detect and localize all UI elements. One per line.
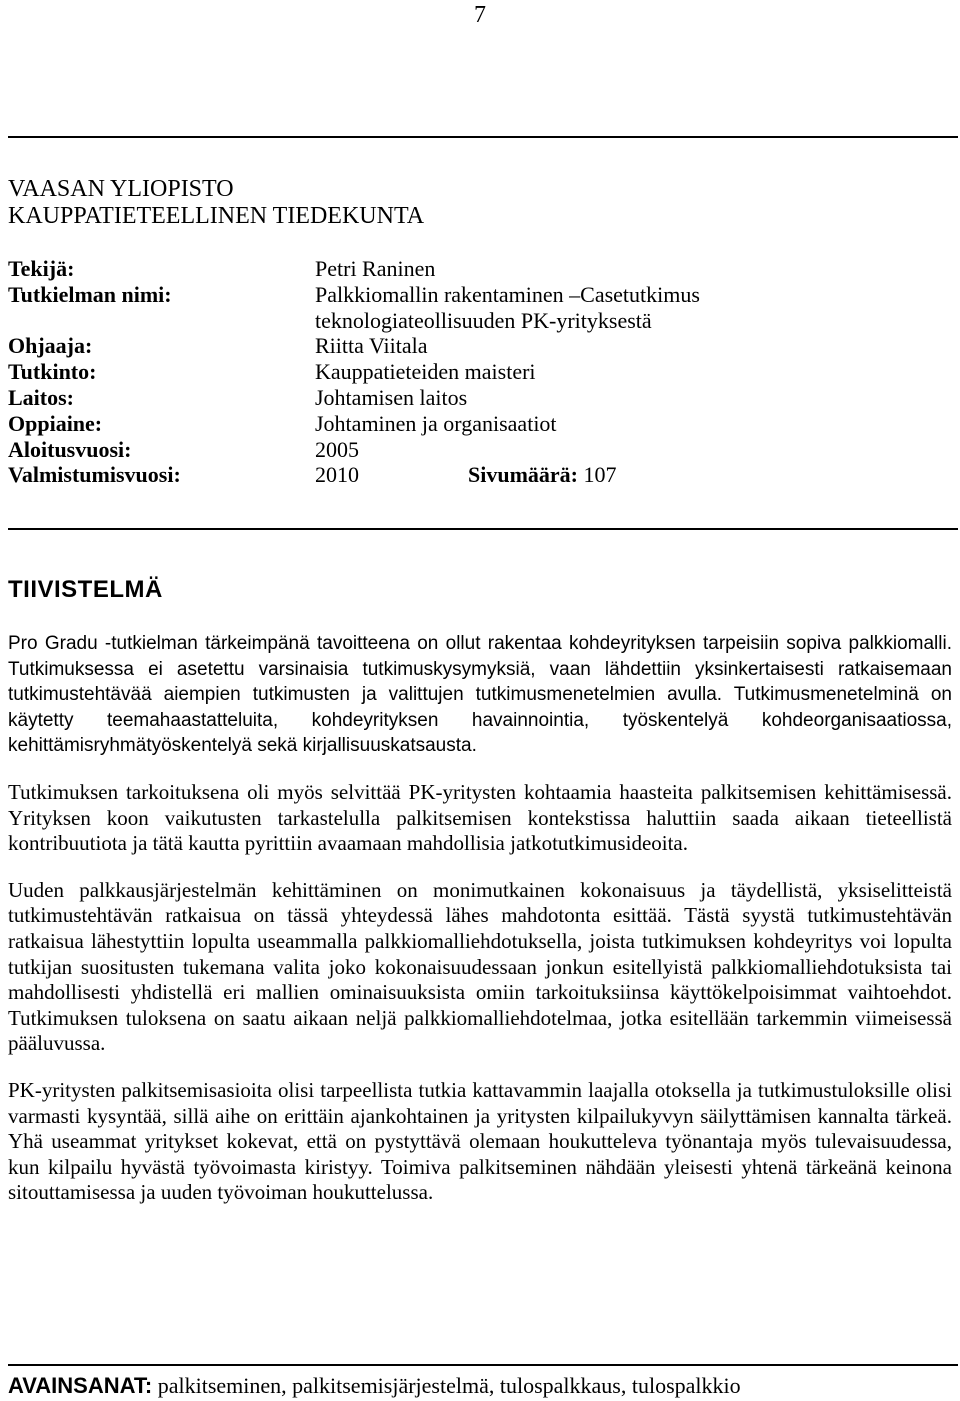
faculty-name: KAUPPATIETEELLINEN TIEDEKUNTA xyxy=(8,203,425,229)
page-count-label: Sivumäärä: xyxy=(468,462,578,488)
keywords-value: palkitseminen, palkitsemisjärjestelmä, tulospalkkaus, tulospalkkio xyxy=(157,1373,741,1398)
abstract-body xyxy=(8,631,952,1227)
author-value: Petri Raninen xyxy=(315,256,436,281)
page-count xyxy=(468,462,617,488)
top-divider xyxy=(8,136,958,138)
page-count-value: 107 xyxy=(583,462,617,488)
bottom-divider xyxy=(8,1364,958,1366)
department-label: Laitos: xyxy=(8,384,74,410)
degree-label: Tutkinto: xyxy=(8,359,97,385)
keywords xyxy=(8,1372,741,1400)
abstract-heading: TIIVISTELMÄ xyxy=(8,576,163,603)
university-header xyxy=(8,176,424,230)
title-value-line1: Palkkiomallin rakentaminen –Casetutkimus xyxy=(315,281,700,307)
grad-year-value: 2010 xyxy=(315,462,359,488)
supervisor-label: Ohjaaja: xyxy=(8,333,93,359)
university-name: VAASAN YLIOPISTO xyxy=(8,176,234,202)
middle-divider xyxy=(8,528,958,530)
degree-value: Kauppatieteiden maisteri xyxy=(315,359,536,385)
abstract-paragraph-1: Pro Gradu -tutkielman tärkeimpänä tavoitteena on ollut rakentaa kohdeyrityksen tarpeisiin sopiva palkkiomalli. Tutkimuksessa ei asetettu varsinaisia tutkimuskysymyksiä, vaan lähdettiin yksinkertaisesti ratkaisemaan tutkimustehtävää aiempien tutkimusten ja valittujen tutkimusmenetelmien avulla. Tutkimusmenetelminä on käytetty teemahaastatteluita, kohdeyrityksen havainnointia, työskentelyä kohdeorganisaatiossa, kehittämisryhmätyöskentelyä sekä kirjallisuuskatsausta. xyxy=(8,633,952,757)
supervisor-value: Riitta Viitala xyxy=(315,333,428,359)
abstract-paragraph-4: PK-yritysten palkitsemisasioita olisi tarpeellista tutkia kattavammin laajalla otoksella ja tutkimustuloksille olisi varmasti kysyntää, sillä aihe on erittäin ajankohtainen ja yritysten kilpailukyvyn säilyttämisen kannalta tärkeä. Yhä useammat yritykset kokevat, että on pystyttävä olemaan houkutteleva työnantaja myös tulevaisuudessa, kun kilpailu hyvästä työvoimasta kiristyy. Toimiva palkitseminen nähdään yleisesti yhtenä tärkeänä keinona sitouttamisessa ja uuden työvoiman houkuttelussa. xyxy=(8,1077,952,1205)
keywords-label: AVAINSANAT: xyxy=(8,1373,153,1398)
subject-label: Oppiaine: xyxy=(8,410,103,436)
subject-value: Johtaminen ja organisaatiot xyxy=(315,410,557,436)
abstract-paragraph-2: Tutkimuksen tarkoituksena oli myös selvittää PK-yritysten kohtaamia haasteita palkitsemisen kehittämisessä. Yrityksen koon vaikutusten tarkastelulla palkitsemisen kontekstissa haluttiin saada aikaan tieteellistä kontribuutiota ja tätä kautta pyrittiin avaamaan mahdollisia jatkotutkimusideoita. xyxy=(8,779,952,856)
department-value: Johtamisen laitos xyxy=(315,384,468,410)
page-number: 7 xyxy=(474,2,486,28)
author-label: Tekijä: xyxy=(8,256,75,281)
title-value-line2: teknologiateollisuuden PK-yrityksestä xyxy=(315,307,652,333)
start-year-value: 2005 xyxy=(315,436,359,462)
start-year-label: Aloitusvuosi: xyxy=(8,436,132,462)
title-label: Tutkielman nimi: xyxy=(8,281,172,307)
abstract-paragraph-3: Uuden palkkausjärjestelmän kehittäminen on monimutkainen kokonaisuus ja täydellistä, yksiselitteistä tutkimustehtävän ratkaisua on tässä yhteydessä lähes mahdotonta esittää. Tästä syystä tutkimustehtävän ratkaisua lähestyttiin lopulta useammalla palkkiomalliehdotuksella, joista tutkimuksen kohdeyritys voi lopulta tutkijan suositusten tukemana valita joko kokonaisuudessaan jonkun esitellyistä palkkiomalliehdotuksista tai mahdollisesti yhdistellä eri mallien ominaisuuksista omiin tarkoituksiinsa käyttökelpoisimmat vaihtoehdot. Tutkimuksen tuloksena on saatu aikaan neljä palkkiomalliehdotelmaa, jotka esitellään tarkemmin viimeisessä pääluvussa. xyxy=(8,877,952,1056)
grad-year-label: Valmistumisvuosi: xyxy=(8,462,181,488)
